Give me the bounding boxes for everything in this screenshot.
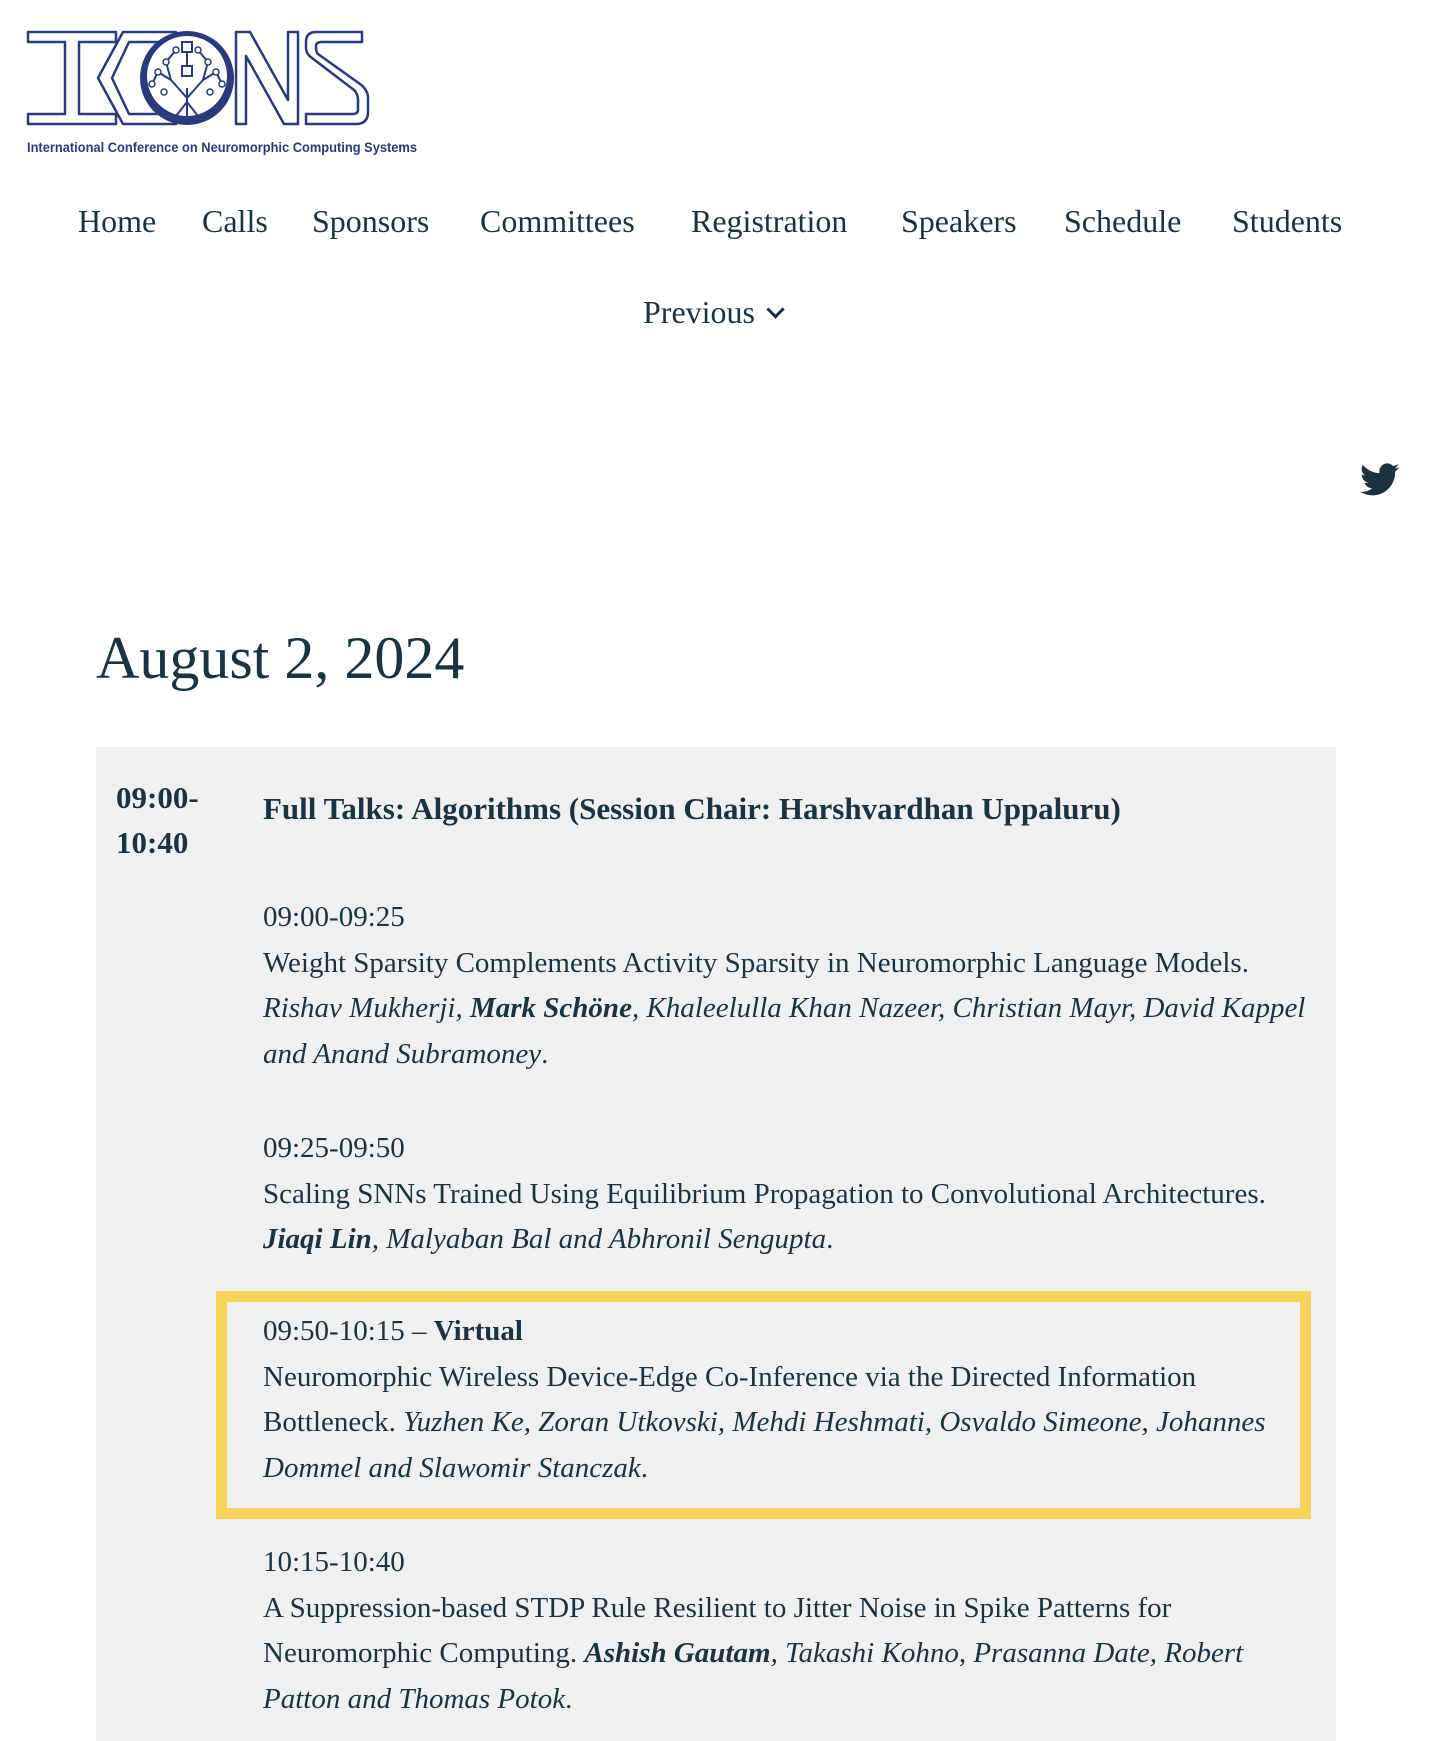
logo-subtitle: International Conference on Neuromorphic Computing Systems — [27, 140, 418, 156]
nav-speakers[interactable]: Speakers — [901, 203, 1017, 239]
nav-registration[interactable]: Registration — [691, 203, 848, 239]
session-block — [96, 747, 1336, 1741]
talk-authors-after: , Takashi Kohno, Prasanna Date, Robert Patton and Thomas Potok — [263, 1637, 1244, 1715]
nav-previous-dropdown[interactable] — [643, 296, 782, 328]
session-title: Full Talks: Algorithms (Session Chair: Harshvardhan Uppaluru) — [263, 791, 1121, 826]
nav-sponsors[interactable]: Sponsors — [312, 203, 430, 239]
talk-authors-after: , Malyaban Bal and Abhronil Sengupta — [371, 1223, 827, 1255]
nav-home[interactable]: Home — [78, 203, 157, 239]
talk-time: 10:15-10:40 — [263, 1546, 405, 1578]
nav-committees[interactable]: Committees — [480, 203, 635, 239]
talk-authors-after: , Khaleelulla Khan Nazeer, Christian Mayr, David Kappel and Anand Subramoney — [263, 992, 1306, 1070]
session-time-end: 10:40 — [116, 825, 189, 860]
nav-calls[interactable]: Calls — [202, 203, 268, 239]
talk-authors: Yuzhen Ke, Zoran Utkovski, Mehdi Heshmati, Osvaldo Simeone, Johannes Dommel and Slawomir Stanczak — [263, 1406, 1266, 1484]
twitter-link[interactable] — [1360, 463, 1400, 497]
icons-logo-graphic — [26, 28, 420, 156]
talk-item — [263, 1126, 1323, 1263]
session-time — [116, 775, 236, 865]
twitter-icon — [1360, 463, 1400, 497]
talk-end: . — [541, 1037, 549, 1070]
talk-title: Neuromorphic Wireless Device-Edge Co-Inference via the Directed Information Bottleneck. — [263, 1360, 1197, 1438]
talk-presenter: Jiaqi Lin — [263, 1223, 372, 1255]
talk-title: A Suppression-based STDP Rule Resilient to Jitter Noise in Spike Patterns for Neuromorphic Computing. — [263, 1591, 1172, 1669]
talk-end: . — [565, 1682, 573, 1715]
nav-students[interactable]: Students — [1232, 203, 1343, 239]
talk-item-virtual — [263, 1309, 1323, 1491]
talk-presenter: Mark Schöne — [469, 992, 632, 1024]
nav-schedule[interactable]: Schedule — [1064, 203, 1182, 239]
talk-authors-before: Rishav Mukherji, — [263, 992, 470, 1024]
icons-logo[interactable] — [26, 28, 420, 156]
nav-previous-label: Previous — [643, 294, 755, 330]
talk-time: 09:00-09:25 — [263, 901, 405, 933]
talk-time-separator: – — [404, 1315, 434, 1347]
talk-time: 09:50-10:15 — [263, 1315, 405, 1347]
talk-title: Scaling SNNs Trained Using Equilibrium Propagation to Convolutional Architectures. — [263, 1177, 1266, 1210]
talk-end: . — [826, 1223, 834, 1255]
session-time-start: 09:00- — [116, 780, 199, 815]
chevron-down-icon — [766, 300, 784, 318]
virtual-badge: Virtual — [433, 1315, 523, 1347]
page-title: August 2, 2024 — [96, 625, 465, 691]
talk-end: . — [640, 1451, 649, 1484]
talk-time: 09:25-09:50 — [263, 1132, 405, 1164]
talk-item — [263, 1540, 1323, 1722]
talk-item — [263, 895, 1323, 1077]
talk-presenter: Ashish Gautam — [584, 1637, 771, 1669]
talk-title: Weight Sparsity Complements Activity Sparsity in Neuromorphic Language Models. — [263, 946, 1249, 979]
